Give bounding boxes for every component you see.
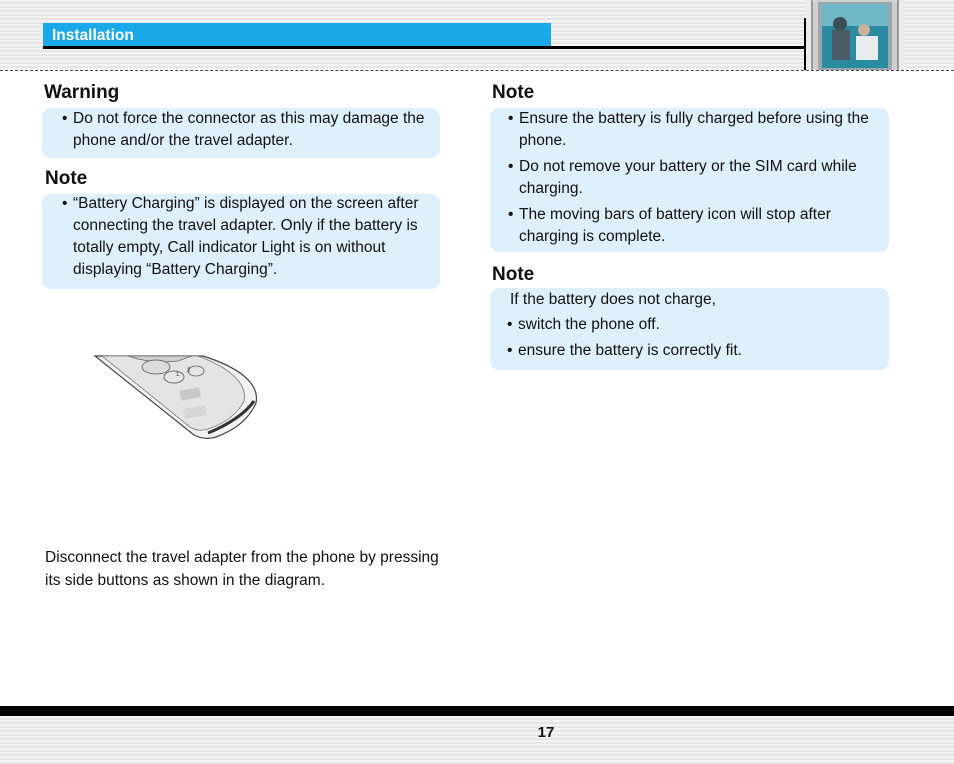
header-dashed-rule bbox=[0, 70, 954, 71]
note2-box bbox=[490, 288, 889, 370]
keypad-label-2: 2 bbox=[187, 368, 191, 374]
note-box bbox=[42, 194, 440, 289]
footer-background bbox=[0, 716, 954, 764]
note1-item: • The moving bars of battery icon will stop after charging is complete. bbox=[508, 204, 875, 248]
note1-heading: Note bbox=[492, 82, 535, 103]
section-title-bar bbox=[43, 23, 551, 47]
page-number: 17 bbox=[537, 724, 555, 741]
note-heading: Note bbox=[45, 168, 88, 189]
note2-item: • switch the phone off. bbox=[507, 314, 875, 336]
note1-box bbox=[490, 108, 889, 252]
section-title: Installation bbox=[52, 27, 134, 44]
chapter-thumbnail-image bbox=[806, 0, 904, 70]
footer-bar bbox=[0, 706, 954, 716]
note-item: • “Battery Charging” is displayed on the screen after connecting the travel adapter. Only if the battery is totally empty, Call indicator Light is on without displaying “Battery Charging”. bbox=[62, 193, 426, 281]
phone-illustration bbox=[88, 355, 264, 445]
warning-heading: Warning bbox=[44, 82, 120, 103]
note1-item: • Ensure the battery is fully charged before using the phone. bbox=[508, 108, 875, 152]
note2-intro: If the battery does not charge, bbox=[510, 291, 716, 308]
disconnect-instruction: Disconnect the travel adapter from the phone by pressing its side buttons as shown in the diagram. bbox=[45, 549, 439, 589]
header-rule bbox=[43, 46, 805, 49]
warning-item: • Do not force the connector as this may damage the phone and/or the travel adapter. bbox=[62, 108, 426, 152]
note2-heading: Note bbox=[492, 264, 535, 285]
note1-item: • Do not remove your battery or the SIM card while charging. bbox=[508, 156, 875, 200]
keypad-label-1: 1 bbox=[176, 372, 180, 378]
note2-item: • ensure the battery is correctly fit. bbox=[507, 340, 875, 362]
warning-box bbox=[42, 108, 440, 158]
